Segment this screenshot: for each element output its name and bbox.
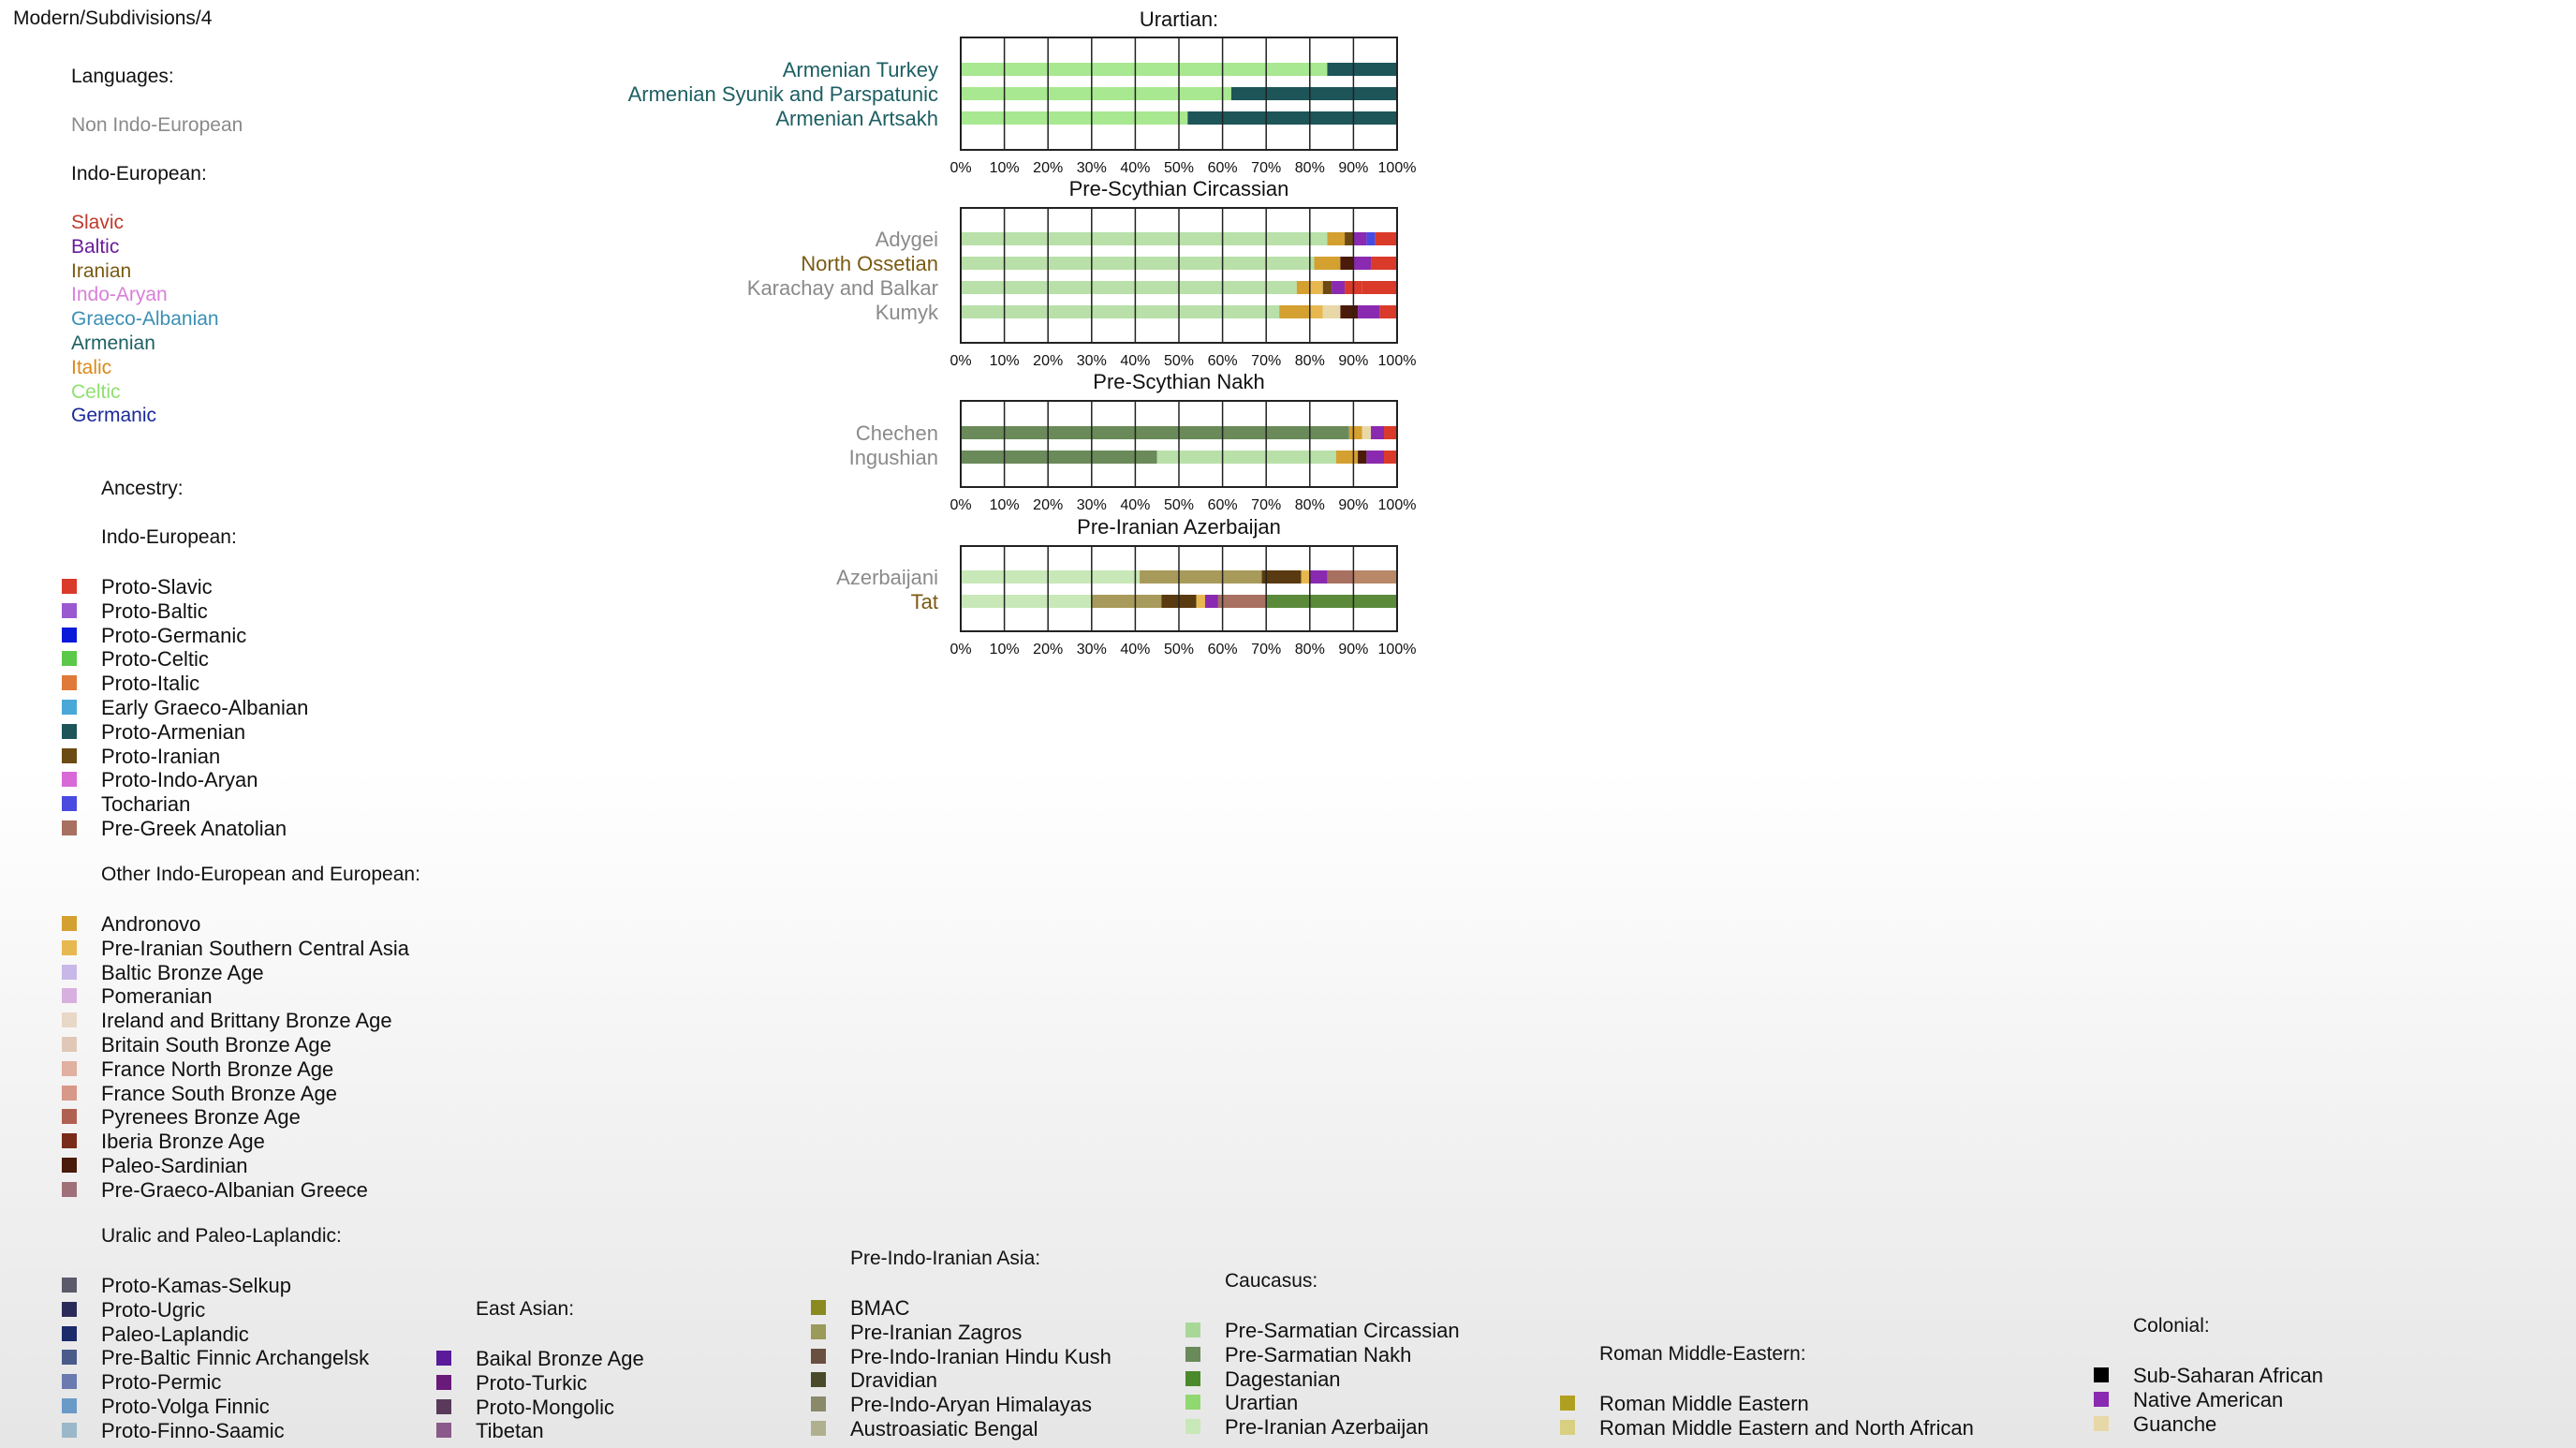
bar-segment bbox=[1384, 451, 1397, 464]
legend-label: Proto-Volga Finnic bbox=[101, 1395, 270, 1418]
x-tick-label: 100% bbox=[1377, 160, 1417, 176]
bar-segment bbox=[1371, 257, 1397, 270]
x-tick-label: 60% bbox=[1207, 497, 1238, 513]
language-item: Slavic bbox=[71, 212, 125, 233]
legend-label: Proto-Armenian bbox=[101, 719, 246, 744]
legend-label: Urartian bbox=[1225, 1391, 1299, 1415]
bar-segment bbox=[1218, 595, 1266, 608]
legend-label: Pre-Greek Anatolian bbox=[101, 817, 287, 840]
bar-segment bbox=[1327, 232, 1345, 245]
legend-label: Dagestanian bbox=[1225, 1367, 1341, 1391]
x-tick-label: 20% bbox=[1033, 642, 1064, 658]
row-label: Ingushian bbox=[848, 446, 938, 469]
legend-label: Britain South Bronze Age bbox=[101, 1033, 331, 1056]
legend-label: Pre-Sarmatian Circassian bbox=[1225, 1319, 1460, 1342]
bar-segment bbox=[1371, 426, 1384, 439]
bar-segment bbox=[961, 570, 1140, 584]
language-item: Iranian bbox=[71, 259, 132, 282]
language-item: Indo-Aryan bbox=[71, 284, 168, 306]
bar-segment bbox=[1314, 257, 1340, 270]
x-tick-label: 90% bbox=[1338, 642, 1369, 658]
language-item: Germanic bbox=[71, 405, 157, 427]
bar-segment bbox=[1323, 305, 1341, 318]
x-tick-label: 20% bbox=[1033, 497, 1064, 513]
ancestry-ie-heading: Indo-European: bbox=[101, 526, 237, 548]
bar-segment bbox=[961, 257, 1314, 270]
legend-label: Austroasiatic Bengal bbox=[850, 1417, 1038, 1441]
legend-label: Roman Middle Eastern bbox=[1599, 1392, 1809, 1415]
legend-label: Roman Middle Eastern and North African bbox=[1599, 1415, 1974, 1440]
legend-label: Proto-Finno-Saamic bbox=[101, 1418, 285, 1442]
x-tick-label: 100% bbox=[1377, 642, 1417, 658]
bar-segment bbox=[1301, 570, 1309, 584]
bar-segment bbox=[1376, 232, 1397, 245]
x-tick-label: 40% bbox=[1120, 497, 1151, 513]
bar-segment bbox=[1340, 305, 1358, 318]
row-label: Kumyk bbox=[875, 301, 938, 324]
bar-segment bbox=[1336, 451, 1358, 464]
legend-label: Pre-Indo-Iranian Hindu Kush bbox=[850, 1344, 1111, 1368]
x-tick-label: 50% bbox=[1163, 642, 1195, 658]
bar-segment bbox=[1092, 595, 1162, 608]
bar-segment bbox=[961, 451, 1157, 464]
legend-label: Proto-Indo-Aryan bbox=[101, 768, 258, 792]
bar-segment bbox=[1345, 232, 1353, 245]
x-tick-label: 0% bbox=[949, 497, 972, 513]
bar-segment bbox=[1323, 281, 1332, 294]
x-tick-label: 90% bbox=[1338, 160, 1369, 176]
legend-label: France South Bronze Age bbox=[101, 1081, 337, 1105]
bar-segment bbox=[1353, 232, 1366, 245]
legend-label: Paleo-Laplandic bbox=[101, 1322, 249, 1346]
uralic-heading: Uralic and Paleo-Laplandic: bbox=[101, 1225, 342, 1247]
bar-segment bbox=[961, 87, 1231, 100]
colonial-heading: Colonial: bbox=[2133, 1315, 2210, 1337]
row-label: North Ossetian bbox=[801, 252, 938, 275]
x-tick-label: 0% bbox=[949, 353, 972, 369]
bar-segment bbox=[1310, 281, 1323, 294]
legend-label: Andronovo bbox=[101, 912, 201, 936]
x-tick-label: 100% bbox=[1377, 353, 1417, 369]
x-tick-label: 100% bbox=[1377, 497, 1417, 513]
bar-segment bbox=[1384, 426, 1397, 439]
legend-label: Proto-Baltic bbox=[101, 598, 208, 623]
ie-languages-heading: Indo-European: bbox=[71, 163, 207, 185]
legend-label: Proto-Celtic bbox=[101, 647, 209, 672]
bar-segment bbox=[1205, 595, 1218, 608]
x-tick-label: 20% bbox=[1033, 160, 1064, 176]
x-tick-label: 60% bbox=[1207, 160, 1238, 176]
x-tick-label: 80% bbox=[1294, 160, 1325, 176]
bar-segment bbox=[1187, 111, 1397, 125]
x-tick-label: 60% bbox=[1207, 642, 1238, 658]
bar-segment bbox=[1197, 595, 1205, 608]
bar-segment bbox=[961, 232, 1327, 245]
x-tick-label: 0% bbox=[949, 160, 972, 176]
x-tick-label: 90% bbox=[1338, 353, 1369, 369]
legend-label: Dravidian bbox=[850, 1368, 937, 1393]
x-tick-label: 80% bbox=[1294, 497, 1325, 513]
legend-label: Early Graeco-Albanian bbox=[101, 696, 309, 719]
legend-label: Pre-Sarmatian Nakh bbox=[1225, 1342, 1412, 1367]
bar-segment bbox=[961, 426, 1349, 439]
legend-label: Baikal Bronze Age bbox=[476, 1347, 644, 1370]
languages-heading: Languages: bbox=[71, 66, 174, 87]
legend-label: Proto-Slavic bbox=[101, 575, 213, 598]
x-tick-label: 40% bbox=[1120, 353, 1151, 369]
other-ie-heading: Other Indo-European and European: bbox=[101, 864, 420, 885]
legend-label: Pomeranian bbox=[101, 984, 213, 1009]
legend-label: Pre-Graeco-Albanian Greece bbox=[101, 1177, 368, 1202]
bar-segment bbox=[1140, 570, 1261, 584]
x-tick-label: 10% bbox=[989, 497, 1020, 513]
legend-label: Proto-Iranian bbox=[101, 744, 221, 768]
legend-label: Proto-Permic bbox=[101, 1370, 222, 1395]
bar-segment bbox=[1362, 281, 1397, 294]
bar-segment bbox=[1279, 305, 1310, 318]
x-tick-label: 30% bbox=[1076, 497, 1107, 513]
indo-iranian-heading: Pre-Indo-Iranian Asia: bbox=[850, 1248, 1041, 1269]
chart-title: Pre-Scythian Circassian bbox=[1068, 177, 1289, 200]
east-asian-heading: East Asian: bbox=[476, 1298, 575, 1320]
x-tick-label: 50% bbox=[1163, 353, 1195, 369]
caucasus-heading: Caucasus: bbox=[1225, 1270, 1318, 1292]
legend-label: Baltic Bronze Age bbox=[101, 960, 264, 984]
x-tick-label: 80% bbox=[1294, 353, 1325, 369]
legend-label: Proto-Germanic bbox=[101, 623, 247, 647]
x-tick-label: 70% bbox=[1251, 642, 1282, 658]
bar-segment bbox=[961, 595, 1092, 608]
x-tick-label: 90% bbox=[1338, 497, 1369, 513]
x-tick-label: 30% bbox=[1076, 160, 1107, 176]
x-tick-label: 40% bbox=[1120, 642, 1151, 658]
legend-label: Proto-Turkic bbox=[476, 1370, 587, 1395]
roman-heading: Roman Middle-Eastern: bbox=[1599, 1343, 1806, 1365]
legend-label: Tocharian bbox=[101, 792, 191, 817]
bar-segment bbox=[1262, 570, 1302, 584]
row-label: Azerbaijani bbox=[836, 566, 938, 589]
bar-segment bbox=[961, 63, 1327, 76]
legend-label: Native American bbox=[2133, 1387, 2284, 1411]
bar-segment bbox=[961, 281, 1297, 294]
x-tick-label: 20% bbox=[1033, 353, 1064, 369]
bar-segment bbox=[1332, 281, 1345, 294]
x-tick-label: 30% bbox=[1076, 642, 1107, 658]
bar-segment bbox=[1366, 232, 1375, 245]
language-item: Italic bbox=[71, 356, 112, 378]
x-tick-label: 0% bbox=[949, 642, 972, 658]
bar-segment bbox=[1310, 305, 1323, 318]
legend-label: Iberia Bronze Age bbox=[101, 1130, 265, 1154]
language-item: Baltic bbox=[71, 235, 120, 258]
row-label: Tat bbox=[910, 590, 938, 613]
bar-segment bbox=[1358, 305, 1379, 318]
x-tick-label: 60% bbox=[1207, 353, 1238, 369]
legend-label: Proto-Mongolic bbox=[476, 1395, 614, 1419]
legend-label: BMAC bbox=[850, 1296, 910, 1320]
legend-label: France North Bronze Age bbox=[101, 1056, 334, 1081]
bar-segment bbox=[1266, 595, 1397, 608]
legend-label: Pre-Iranian Southern Central Asia bbox=[101, 936, 409, 960]
legend-label: Ireland and Brittany Bronze Age bbox=[101, 1009, 392, 1033]
x-tick-label: 80% bbox=[1294, 642, 1325, 658]
x-tick-label: 30% bbox=[1076, 353, 1107, 369]
page-title: Modern/Subdivisions/4 bbox=[13, 7, 213, 29]
legend-label: Guanche bbox=[2133, 1411, 2217, 1436]
row-label: Armenian Artsakh bbox=[775, 107, 938, 130]
bar-segment bbox=[1327, 63, 1397, 76]
chart-title: Urartian: bbox=[1139, 7, 1219, 31]
ancestry-heading: Ancestry: bbox=[101, 478, 184, 499]
x-tick-label: 70% bbox=[1251, 497, 1282, 513]
bar-segment bbox=[1231, 87, 1397, 100]
bar-segment bbox=[1353, 257, 1371, 270]
legend-label: Pre-Baltic Finnic Archangelsk bbox=[101, 1346, 370, 1370]
bar-segment bbox=[1366, 451, 1384, 464]
legend-label: Pre-Iranian Azerbaijan bbox=[1225, 1415, 1429, 1440]
x-tick-label: 10% bbox=[989, 160, 1020, 176]
non-ie-language-label: Non Indo-European bbox=[71, 114, 243, 136]
row-label: Chechen bbox=[855, 421, 938, 445]
bar-segment bbox=[1310, 570, 1328, 584]
legend-label: Paleo-Sardinian bbox=[101, 1154, 248, 1177]
bar-segment bbox=[961, 111, 1187, 125]
bar-segment bbox=[1358, 451, 1366, 464]
x-tick-label: 50% bbox=[1163, 160, 1195, 176]
row-label: Armenian Syunik and Parspatunic bbox=[627, 82, 938, 106]
legend-label: Proto-Ugric bbox=[101, 1297, 206, 1322]
bar-segment bbox=[1362, 426, 1371, 439]
bar-segment bbox=[1379, 305, 1397, 318]
legend-label: Sub-Saharan African bbox=[2133, 1364, 2324, 1387]
language-item: Graeco-Albanian bbox=[71, 308, 219, 331]
x-tick-label: 70% bbox=[1251, 353, 1282, 369]
language-item: Celtic bbox=[71, 380, 121, 403]
legend-label: Pre-Iranian Zagros bbox=[850, 1320, 1023, 1344]
x-tick-label: 10% bbox=[989, 353, 1020, 369]
chart-title: Pre-Scythian Nakh bbox=[1093, 370, 1265, 393]
legend-label: Tibetan bbox=[476, 1419, 544, 1443]
x-tick-label: 40% bbox=[1120, 160, 1151, 176]
bar-segment bbox=[1353, 570, 1397, 584]
x-tick-label: 50% bbox=[1163, 497, 1195, 513]
bar-segment bbox=[1349, 426, 1362, 439]
language-item: Armenian bbox=[71, 332, 155, 354]
row-label: Karachay and Balkar bbox=[746, 276, 938, 300]
x-tick-label: 70% bbox=[1251, 160, 1282, 176]
row-label: Adygei bbox=[875, 228, 938, 251]
bar-segment bbox=[1340, 257, 1353, 270]
legend-label: Proto-Kamas-Selkup bbox=[101, 1274, 291, 1297]
legend-label: Proto-Italic bbox=[101, 672, 200, 696]
legend-label: Pre-Indo-Aryan Himalayas bbox=[850, 1393, 1092, 1417]
bar-segment bbox=[1297, 281, 1310, 294]
bar-segment bbox=[961, 305, 1279, 318]
chart-title: Pre-Iranian Azerbaijan bbox=[1077, 515, 1281, 539]
legend-label: Pyrenees Bronze Age bbox=[101, 1105, 301, 1130]
row-label: Armenian Turkey bbox=[782, 58, 938, 81]
x-tick-label: 10% bbox=[989, 642, 1020, 658]
bar-segment bbox=[1327, 570, 1353, 584]
